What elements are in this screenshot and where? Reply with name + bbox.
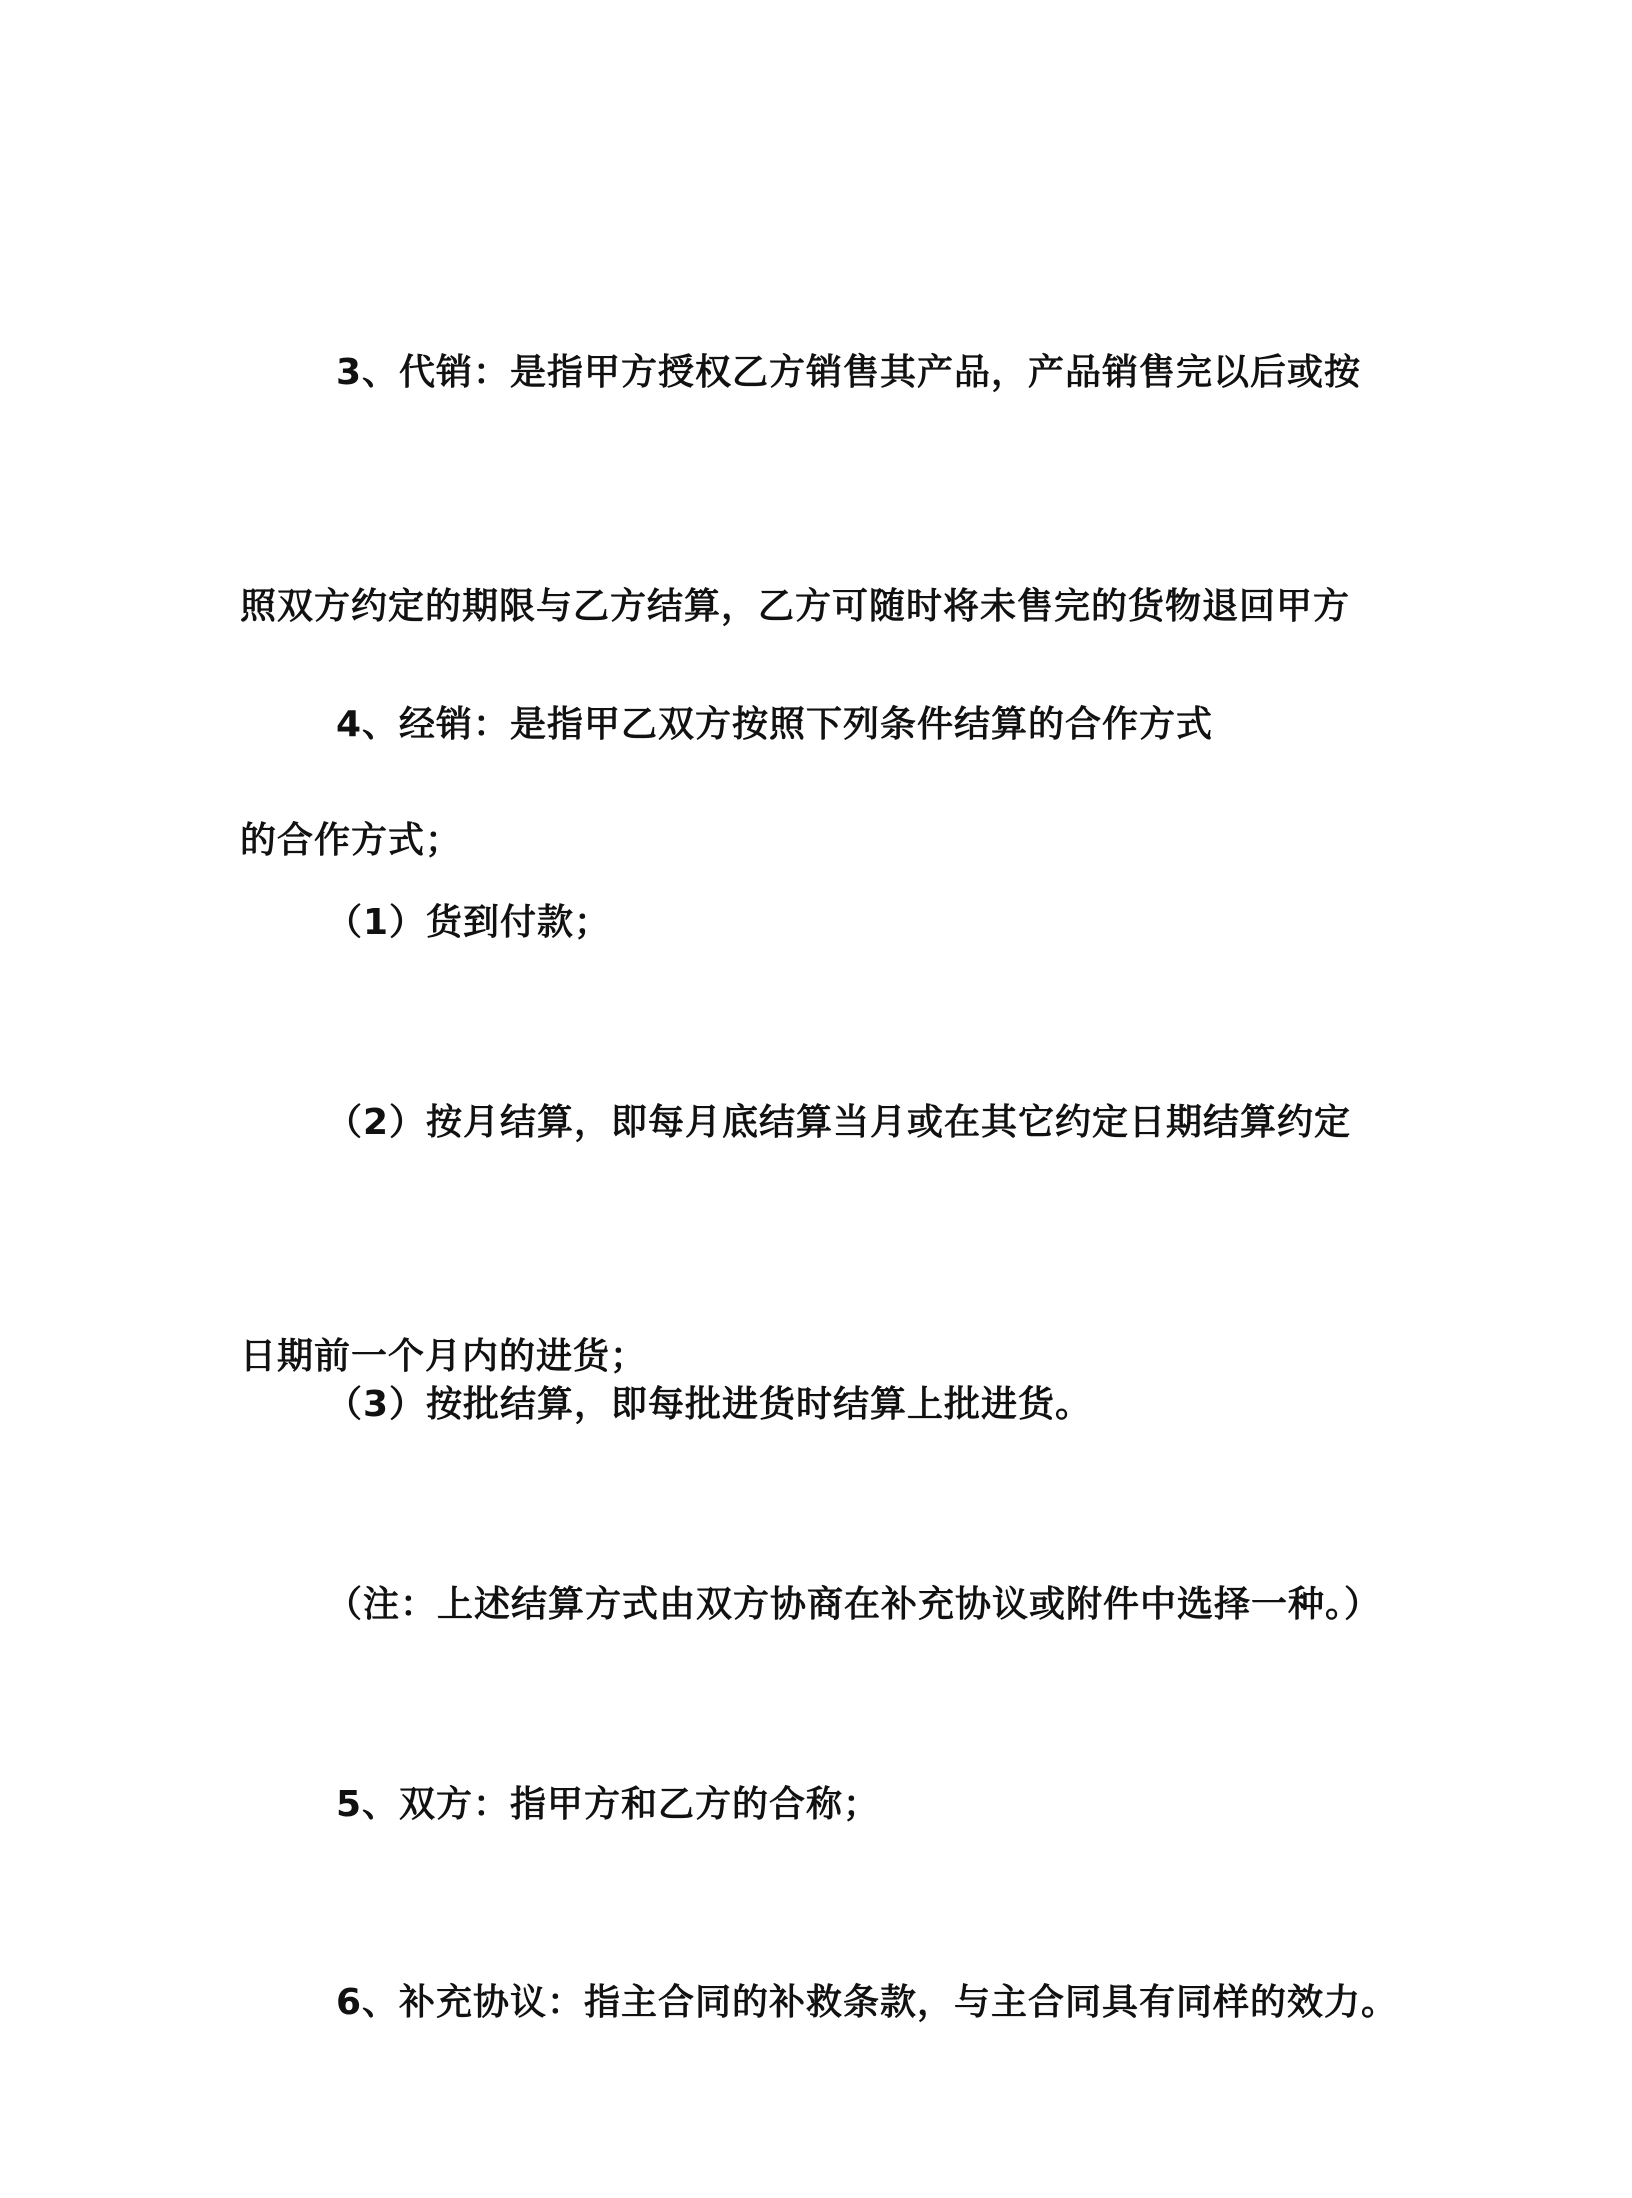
text-line: 5、双方：指甲方和乙方的合称； — [336, 1784, 881, 1825]
text-line: （2）按月结算，即每月底结算当月或在其它约定日期结算约定 — [326, 1102, 1352, 1143]
clause-6-supplementary-agreement — [240, 1808, 1400, 2198]
text-line: （注：上述结算方式由双方协商在补充协议或附件中选择一种。） — [326, 1584, 1382, 1625]
text-line: 照双方约定的期限与乙方结算，乙方可随时将未售完的货物退回甲方 — [240, 586, 1351, 627]
text-line: 4、经销：是指甲乙双方按照下列条件结算的合作方式 — [336, 704, 1214, 745]
text-line: 6、补充协议：指主合同的补救条款，与主合同具有同样的效力。 — [336, 1982, 1399, 2023]
text-line: （1）货到付款； — [326, 902, 612, 943]
text-line: 日期前一个月内的进货； — [240, 1336, 648, 1377]
text-line: 3、代销：是指甲方授权乙方销售其产品，产品销售完以后或按 — [336, 352, 1362, 393]
text-line: 的合作方式； — [240, 820, 463, 861]
text-line: （3）按批结算，即每批进货时结算上批进货。 — [326, 1384, 1093, 1425]
